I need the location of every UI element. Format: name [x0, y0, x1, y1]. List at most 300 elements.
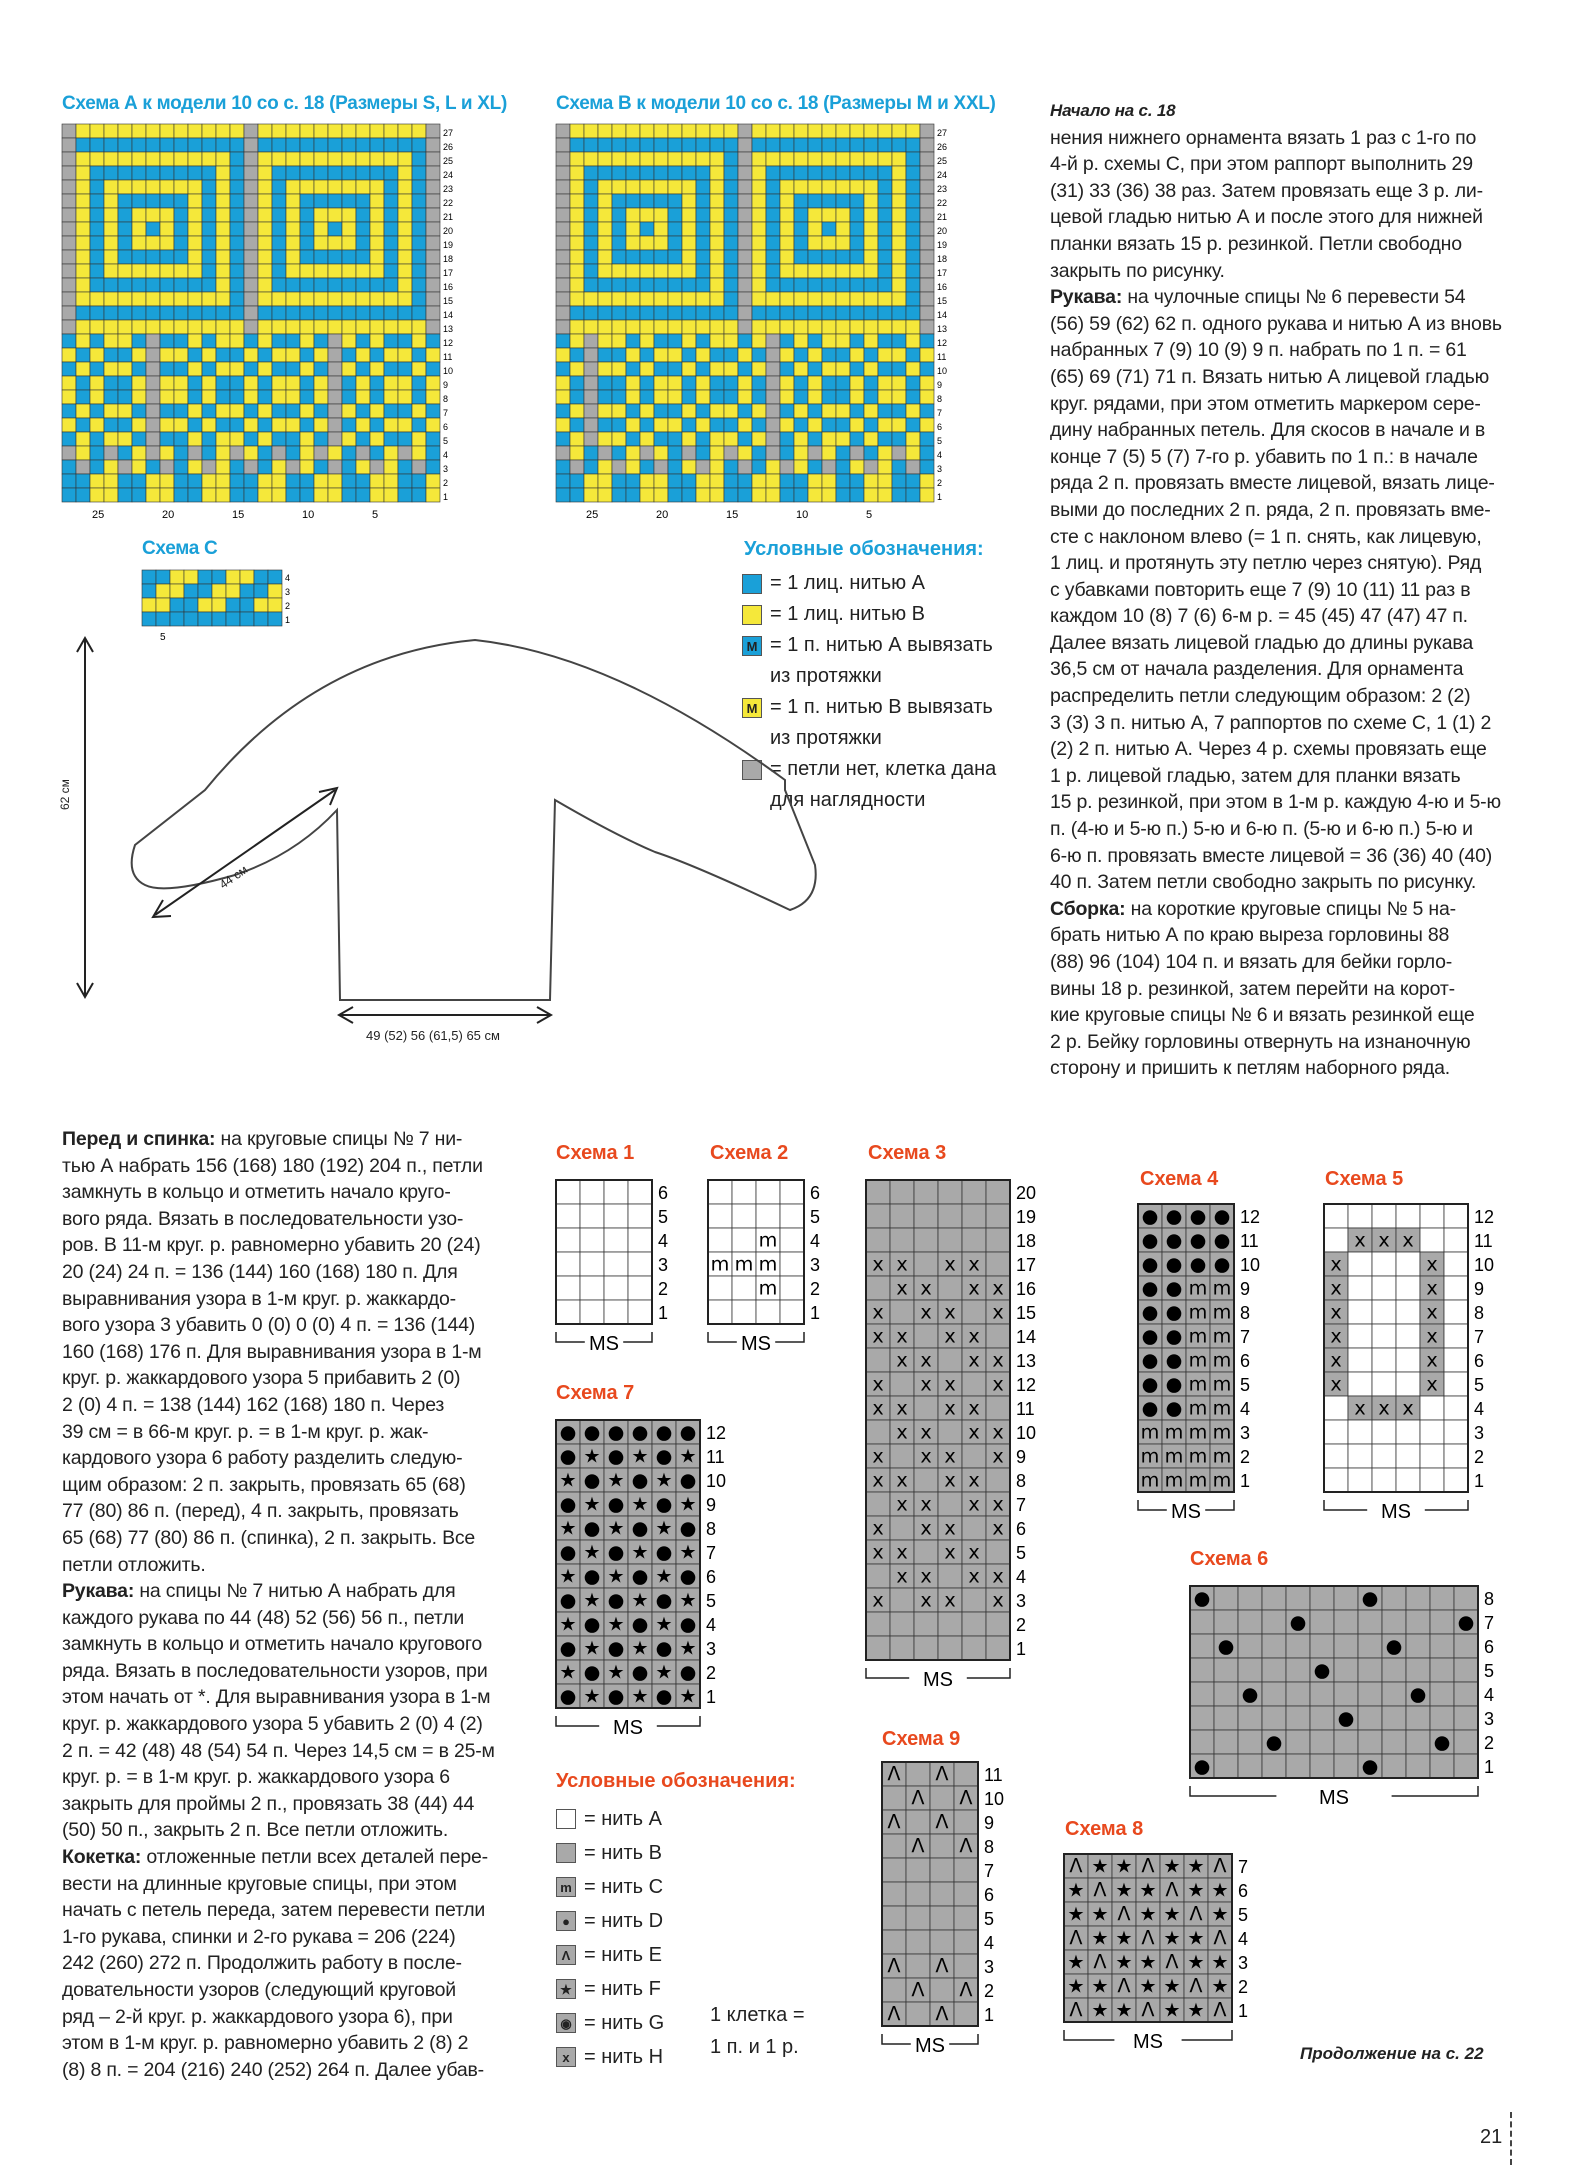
chart-cell — [342, 348, 356, 362]
chart-symbol: m — [1212, 1396, 1232, 1420]
chart-cell — [328, 404, 342, 418]
bottom-legend-title: Условные обозначения: — [556, 1770, 796, 1792]
column-number: 15 — [232, 509, 245, 521]
chart-cell — [920, 236, 934, 250]
row-number: 2 — [810, 1279, 821, 1300]
legend-text: = нить F — [584, 1977, 661, 2000]
chart-cell — [738, 250, 752, 264]
chart-cell — [76, 474, 90, 488]
chart-cell — [808, 418, 822, 432]
chart-cell — [160, 194, 174, 208]
chart-symbol: x — [1426, 1276, 1438, 1300]
chart-cell — [384, 460, 398, 474]
chart-symbol: ● — [583, 1468, 601, 1492]
chart-cell — [836, 278, 850, 292]
chart-cell — [314, 334, 328, 348]
chart-cell — [1358, 1706, 1382, 1730]
chart-cell — [62, 152, 76, 166]
chart-cell — [384, 488, 398, 502]
chart-symbol: ★ — [1091, 1998, 1109, 2022]
chart-cell — [920, 152, 934, 166]
chart-cell — [570, 264, 584, 278]
row-number: 6 — [810, 1183, 821, 1204]
chart-symbol: Λ — [935, 1954, 949, 1978]
chart-cell — [160, 278, 174, 292]
chart-symbol: x — [992, 1564, 1004, 1588]
chart-cell — [104, 348, 118, 362]
row-number: 3 — [706, 1639, 717, 1660]
chart-cell — [780, 474, 794, 488]
chart-cell — [682, 460, 696, 474]
chart-cell — [174, 208, 188, 222]
chart-cell — [174, 180, 188, 194]
chart-cell — [412, 404, 426, 418]
chart-cell — [76, 222, 90, 236]
chart-cell — [1372, 1204, 1396, 1228]
chart-cell — [188, 390, 202, 404]
chart-cell — [766, 152, 780, 166]
chart-cell — [146, 208, 160, 222]
chart-cell — [766, 376, 780, 390]
chart-cell — [384, 152, 398, 166]
chart-symbol: x — [992, 1588, 1004, 1612]
chart-symbol: x — [896, 1396, 908, 1420]
chart-cell — [892, 278, 906, 292]
chart-cell — [710, 152, 724, 166]
text-line: (2) 2 п. нитью А. Через 4 р. схемы провязать еще — [1050, 738, 1487, 761]
chart-cell — [598, 320, 612, 334]
chart-cell — [398, 180, 412, 194]
chart-cell — [850, 404, 864, 418]
chart-cell — [240, 598, 254, 612]
chart-cell — [1396, 1348, 1420, 1372]
section-heading: Перед и спинка: — [62, 1128, 216, 1150]
chart-cell — [766, 404, 780, 418]
chart-cell — [682, 432, 696, 446]
chart-cell — [314, 376, 328, 390]
chart-cell — [738, 390, 752, 404]
chart-cell — [864, 222, 878, 236]
chart-cell — [556, 250, 570, 264]
chart-cell — [892, 222, 906, 236]
chart-cell — [914, 1468, 938, 1492]
chart-cell — [1324, 1420, 1348, 1444]
chart-cell — [1324, 1396, 1348, 1420]
chart-symbol: x — [1426, 1348, 1438, 1372]
chart-cell — [682, 446, 696, 460]
chart-cell — [920, 208, 934, 222]
chart-cell — [426, 474, 440, 488]
chart-cell — [258, 152, 272, 166]
chart-cell — [850, 362, 864, 376]
chart-cell — [710, 180, 724, 194]
legend-item — [742, 568, 996, 599]
ms-label: MS — [741, 1333, 771, 1355]
chart-symbol: m — [1212, 1372, 1232, 1396]
chart-cell — [272, 166, 286, 180]
chart-cell — [62, 236, 76, 250]
chart-cell — [174, 404, 188, 418]
chart-cell — [1214, 1586, 1238, 1610]
chart-cell — [300, 236, 314, 250]
chart-cell — [724, 320, 738, 334]
chart-cell — [906, 124, 920, 138]
chart-symbol: x — [992, 1348, 1004, 1372]
chart-cell — [412, 236, 426, 250]
chart-cell — [286, 222, 300, 236]
scheme-2-chart — [708, 1180, 838, 1370]
chart-cell — [272, 138, 286, 152]
chart-cell — [626, 306, 640, 320]
chart-cell — [866, 1636, 890, 1660]
chart-cell — [188, 348, 202, 362]
chart-cell — [1214, 1682, 1238, 1706]
chart-cell — [598, 194, 612, 208]
chart-cell — [682, 138, 696, 152]
chart-cell — [850, 292, 864, 306]
chart-cell — [328, 278, 342, 292]
chart-symbol: ★ — [607, 1660, 625, 1684]
chart-cell — [286, 166, 300, 180]
chart-cell — [626, 222, 640, 236]
chart-cell — [570, 474, 584, 488]
chart-cell — [132, 404, 146, 418]
chart-symbol: x — [968, 1348, 980, 1372]
chart-symbol: x — [1426, 1324, 1438, 1348]
cell-note-2: 1 п. и 1 р. — [710, 2036, 799, 2058]
chart-cell — [864, 320, 878, 334]
chart-cell — [1430, 1634, 1454, 1658]
text-line: каждого рукава по 44 (48) 52 (56) 56 п., петли — [62, 1606, 465, 1629]
chart-symbol: x — [1426, 1252, 1438, 1276]
chart-cell — [198, 612, 212, 626]
chart-cell — [300, 362, 314, 376]
chart-cell — [682, 292, 696, 306]
legend-item — [556, 1836, 664, 1870]
chart-cell — [580, 1300, 604, 1324]
chart-cell — [906, 348, 920, 362]
chart-symbol: ● — [607, 1588, 625, 1612]
chart-cell — [864, 208, 878, 222]
chart-cell — [132, 292, 146, 306]
chart-cell — [930, 1834, 954, 1858]
chart-cell — [808, 124, 822, 138]
chart-cell — [1372, 1348, 1396, 1372]
chart-cell — [598, 348, 612, 362]
chart-cell — [794, 180, 808, 194]
chart-cell — [300, 292, 314, 306]
chart-symbol: ● — [679, 1516, 697, 1540]
chart-cell — [584, 306, 598, 320]
row-number: 1 — [658, 1303, 669, 1324]
chart-symbol: m — [1164, 1444, 1184, 1468]
chart-cell — [1406, 1586, 1430, 1610]
chart-cell — [226, 612, 240, 626]
ms-label: MS — [915, 2035, 945, 2057]
chart-cell — [156, 570, 170, 584]
chart-cell — [914, 1204, 938, 1228]
chart-cell — [682, 166, 696, 180]
ms-bracket — [1392, 1786, 1478, 1796]
chart-cell — [160, 264, 174, 278]
chart-cell — [598, 390, 612, 404]
chart-cell — [160, 292, 174, 306]
chart-cell — [892, 236, 906, 250]
chart-symbol: x — [1330, 1372, 1342, 1396]
chart-cell — [794, 264, 808, 278]
chart-cell — [938, 1276, 962, 1300]
chart-symbol: x — [968, 1468, 980, 1492]
chart-cell — [258, 376, 272, 390]
row-number: 2 — [706, 1663, 717, 1684]
chart-cell — [738, 152, 752, 166]
text-line: круг. р. = в 1-м круг. р. жаккардового узора 6 — [62, 1766, 450, 1789]
chart-cell — [766, 390, 780, 404]
chart-cell — [808, 250, 822, 264]
chart-cell — [822, 180, 836, 194]
chart-cell — [1454, 1634, 1478, 1658]
chart-cell — [272, 404, 286, 418]
chart-cell — [780, 404, 794, 418]
chart-cell — [300, 180, 314, 194]
dim-sleeve: 44 см — [216, 862, 251, 892]
chart-cell — [76, 194, 90, 208]
chart-symbol: m — [1212, 1300, 1232, 1324]
chart-cell — [822, 236, 836, 250]
chart-cell — [640, 474, 654, 488]
chart-cell — [146, 278, 160, 292]
chart-cell — [62, 334, 76, 348]
legend-text: = петли нет, клетка дана — [770, 758, 997, 780]
chart-cell — [892, 418, 906, 432]
chart-cell — [426, 488, 440, 502]
chart-cell — [132, 348, 146, 362]
chart-cell — [640, 306, 654, 320]
chart-symbol: ★ — [631, 1492, 649, 1516]
chart-cell — [146, 460, 160, 474]
chart-cell — [808, 432, 822, 446]
chart-cell — [626, 194, 640, 208]
chart-cell — [104, 488, 118, 502]
chart-cell — [626, 432, 640, 446]
chart-cell — [1334, 1754, 1358, 1778]
chart-symbol: ★ — [1163, 1926, 1181, 1950]
chart-cell — [230, 180, 244, 194]
chart-symbol: x — [944, 1444, 956, 1468]
chart-symbol: ● — [607, 1420, 625, 1444]
chart-cell — [626, 152, 640, 166]
chart-cell — [808, 390, 822, 404]
chart-cell — [780, 418, 794, 432]
chart-cell — [370, 362, 384, 376]
chart-symbol: ★ — [1139, 1878, 1157, 1902]
chart-cell — [766, 320, 780, 334]
chart-cell — [160, 208, 174, 222]
chart-cell — [696, 446, 710, 460]
chart-cell — [1372, 1300, 1396, 1324]
chart-cell — [986, 1468, 1010, 1492]
chart-cell — [938, 1636, 962, 1660]
chart-cell — [384, 166, 398, 180]
chart-cell — [146, 390, 160, 404]
legend-swatch: ◉ — [556, 2013, 576, 2033]
chart-cell — [570, 446, 584, 460]
chart-cell — [184, 584, 198, 598]
chart-cell — [752, 264, 766, 278]
chart-symbol: x — [992, 1300, 1004, 1324]
chart-symbol: x — [896, 1324, 908, 1348]
chart-cell — [426, 208, 440, 222]
chart-cell — [598, 306, 612, 320]
legend-item — [742, 599, 996, 630]
right-column-lines — [1050, 125, 1520, 1082]
chart-cell — [920, 222, 934, 236]
chart-symbol: ★ — [631, 1540, 649, 1564]
chart-cell — [696, 362, 710, 376]
chart-cell — [398, 236, 412, 250]
chart-cell — [216, 138, 230, 152]
chart-cell — [426, 166, 440, 180]
chart-symbol: Λ — [1069, 1998, 1083, 2022]
chart-symbol: Λ — [1165, 1878, 1179, 1902]
row-number: 5 — [937, 436, 943, 446]
chart-cell — [808, 404, 822, 418]
chart-cell — [1430, 1706, 1454, 1730]
chart-cell — [850, 208, 864, 222]
chart-cell — [668, 264, 682, 278]
chart-cell — [370, 236, 384, 250]
chart-cell — [370, 278, 384, 292]
chart-cell — [328, 474, 342, 488]
chart-cell — [244, 264, 258, 278]
chart-cell — [412, 432, 426, 446]
chart-cell — [836, 124, 850, 138]
chart-cell — [780, 152, 794, 166]
chart-cell — [1420, 1228, 1444, 1252]
chart-cell — [766, 180, 780, 194]
row-number: 7 — [1238, 1857, 1249, 1878]
scheme-5-chart — [1324, 1204, 1524, 1544]
chart-symbol: ★ — [1187, 1950, 1205, 1974]
chart-cell — [906, 488, 920, 502]
chart-cell — [696, 474, 710, 488]
chart-symbol: ★ — [607, 1468, 625, 1492]
chart-cell — [612, 334, 626, 348]
chart-cell — [258, 236, 272, 250]
chart-cell — [160, 348, 174, 362]
chart-cell — [612, 390, 626, 404]
chart-cell — [174, 306, 188, 320]
chart-cell — [668, 432, 682, 446]
row-number: 6 — [1474, 1351, 1485, 1372]
chart-cell — [356, 138, 370, 152]
chart-cell — [1382, 1730, 1406, 1754]
chart-cell — [808, 362, 822, 376]
chart-cell — [986, 1228, 1010, 1252]
text-line: 65 (68) 77 (80) 86 п. (спинка), 2 п. закрыть. Все — [62, 1526, 476, 1549]
chart-symbol: ● — [1189, 1228, 1207, 1252]
row-number: 1 — [984, 2005, 995, 2026]
chart-cell — [890, 1372, 914, 1396]
chart-cell — [822, 404, 836, 418]
chart-cell — [892, 292, 906, 306]
ms-label: MS — [923, 1669, 953, 1691]
chart-cell — [724, 152, 738, 166]
chart-cell — [882, 1786, 906, 1810]
chart-cell — [822, 278, 836, 292]
chart-cell — [244, 166, 258, 180]
chart-cell — [794, 474, 808, 488]
chart-cell — [752, 152, 766, 166]
row-number: 4 — [937, 450, 943, 460]
chart-cell — [892, 194, 906, 208]
chart-cell — [174, 166, 188, 180]
chart-cell — [612, 446, 626, 460]
chart-cell — [954, 2002, 978, 2026]
chart-cell — [906, 1906, 930, 1930]
legend-swatch: x — [556, 2047, 576, 2067]
chart-cell — [300, 376, 314, 390]
chart-symbol: x — [1330, 1300, 1342, 1324]
chart-cell — [766, 348, 780, 362]
chart-symbol: ★ — [1211, 1974, 1229, 1998]
chart-cell — [654, 264, 668, 278]
chart-cell — [766, 432, 780, 446]
chart-cell — [76, 376, 90, 390]
chart-symbol: ● — [1433, 1730, 1451, 1754]
chart-cell — [300, 208, 314, 222]
chart-cell — [914, 1228, 938, 1252]
chart-cell — [738, 306, 752, 320]
chart-cell — [1286, 1658, 1310, 1682]
chart-cell — [286, 404, 300, 418]
chart-cell — [612, 124, 626, 138]
chart-cell — [216, 222, 230, 236]
chart-cell — [850, 488, 864, 502]
chart-cell — [864, 362, 878, 376]
chart-cell — [118, 446, 132, 460]
chart-cell — [132, 460, 146, 474]
row-number: 7 — [1484, 1613, 1495, 1634]
chart-cell — [1310, 1706, 1334, 1730]
chart-cell — [598, 222, 612, 236]
chart-symbol: x — [920, 1588, 932, 1612]
chart-cell — [640, 194, 654, 208]
chart-cell — [930, 1882, 954, 1906]
text-line: круг. р. жаккардового узора 5 прибавить 2 (0) — [62, 1367, 461, 1390]
chart-cell — [258, 222, 272, 236]
chart-cell — [962, 1228, 986, 1252]
chart-cell — [808, 152, 822, 166]
chart-cell — [1238, 1586, 1262, 1610]
chart-cell — [272, 306, 286, 320]
chart-cell — [1334, 1682, 1358, 1706]
chart-cell — [906, 334, 920, 348]
chart-cell — [258, 278, 272, 292]
legend-swatch — [742, 605, 762, 625]
chart-cell — [710, 432, 724, 446]
chart-cell — [766, 208, 780, 222]
chart-cell — [878, 152, 892, 166]
row-number: 4 — [1016, 1567, 1027, 1588]
chart-cell — [864, 138, 878, 152]
chart-cell — [300, 152, 314, 166]
chart-cell — [836, 138, 850, 152]
chart-symbol: x — [896, 1468, 908, 1492]
chart-cell — [356, 264, 370, 278]
chart-cell — [62, 376, 76, 390]
chart-cell — [580, 1180, 604, 1204]
